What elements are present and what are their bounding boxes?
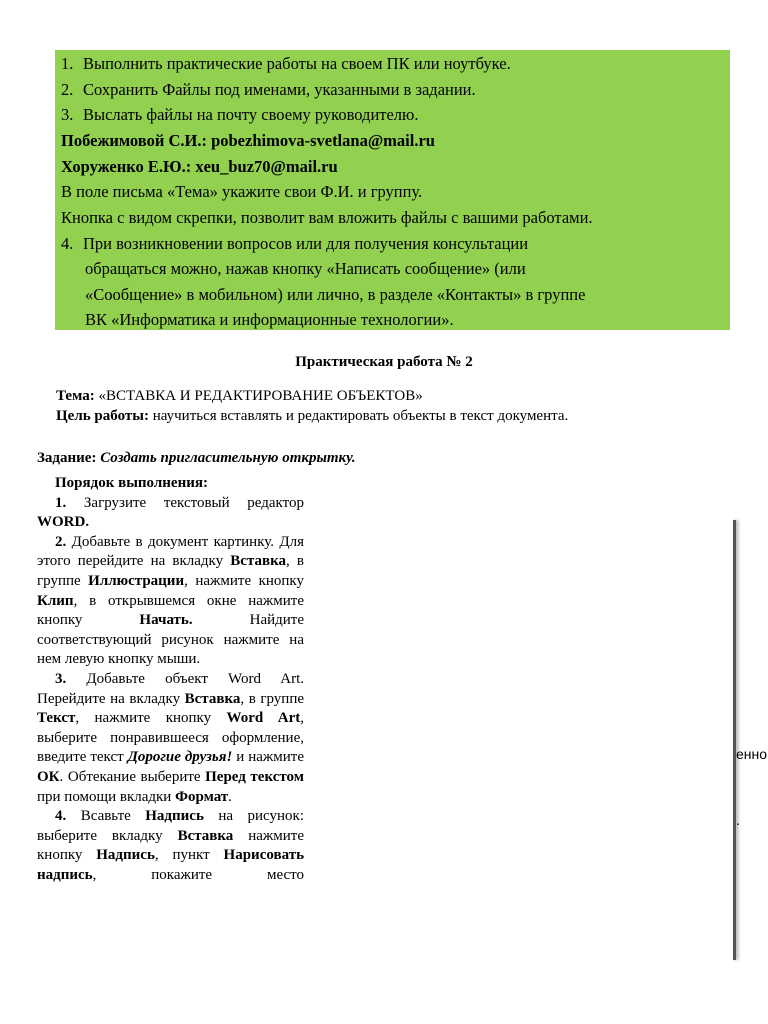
contact-pobezhimova: Побежимовой С.И.: pobezhimova-svetlana@mail.ru bbox=[61, 131, 435, 150]
contact-khoruzhenko: Хоруженко Е.Ю.: xeu_buz70@mail.ru bbox=[61, 157, 338, 176]
step-2: 2. Добавьте в документ картинку. Для этого перейдите на вкладку Вставка, в группе Иллюстрации, нажмите кнопку Клип, в открывшемся окне нажмите кнопку Начать. Найдите соответствующий рисунок нажмите на нем левую кнопку мыши. bbox=[37, 533, 305, 668]
instruction-item-4-line4: ВК «Информатика и информационные технологии». bbox=[85, 310, 454, 329]
practical-title: Практическая работа № 2 bbox=[295, 354, 473, 370]
step-4: 4. Всавьте Надпись на рисунок: выберите вкладку Вставка нажмите кнопку Надпись, пункт Нарисовать надпись, покажите место bbox=[37, 808, 304, 883]
instructions-box bbox=[55, 50, 730, 330]
instruction-item-1: 1. Выполнить практические работы на своем ПК или ноутбуке. bbox=[61, 54, 511, 73]
goal-line: Цель работы: научиться вставлять и редактировать объекты в текст документа. bbox=[56, 408, 569, 424]
topic-line: Тема: «ВСТАВКА И РЕДАКТИРОВАНИЕ ОБЪЕКТОВ» bbox=[56, 388, 423, 404]
task-line: Задание: Создать пригласительную открытку. bbox=[37, 450, 356, 466]
order-heading: Порядок выполнения: bbox=[55, 475, 208, 491]
instruction-item-4-line3: «Сообщение» в мобильном) или лично, в разделе «Контакты» в группе bbox=[85, 285, 586, 304]
subject-note: В поле письма «Тема» укажите свои Ф.И. и группу. bbox=[61, 182, 423, 201]
step-3: 3. Добавьте объект Word Art. Перейдите на вкладку Вставка, в группе Текст, нажмите кнопку Word Art, выберите понравившееся оформление, введите текст Дорогие друзья! и нажмите ОК. Обтекание выберите Перед текстом при помощи вкладки Формат. bbox=[37, 670, 305, 805]
steps-column bbox=[37, 474, 304, 885]
step-1: 1. Загрузите текстовый редактор WORD. bbox=[37, 494, 304, 531]
embedded-screenshot-edge bbox=[733, 520, 736, 960]
attach-note: Кнопка с видом скрепки, позволит вам вложить файлы с вашими работами. bbox=[61, 208, 593, 227]
cropped-text-fragment: енно bbox=[736, 746, 768, 762]
instruction-item-4-line2: обращаться можно, нажав кнопку «Написать сообщение» (или bbox=[85, 259, 526, 278]
instruction-item-3: 3. Выслать файлы на почту своему руководителю. bbox=[61, 105, 419, 124]
instruction-item-2: 2. Сохранить Файлы под именами, указанными в задании. bbox=[61, 80, 476, 99]
instruction-item-4: 4. При возникновении вопросов или для получения консультации bbox=[61, 234, 529, 253]
cropped-dot-fragment: . bbox=[736, 812, 740, 828]
